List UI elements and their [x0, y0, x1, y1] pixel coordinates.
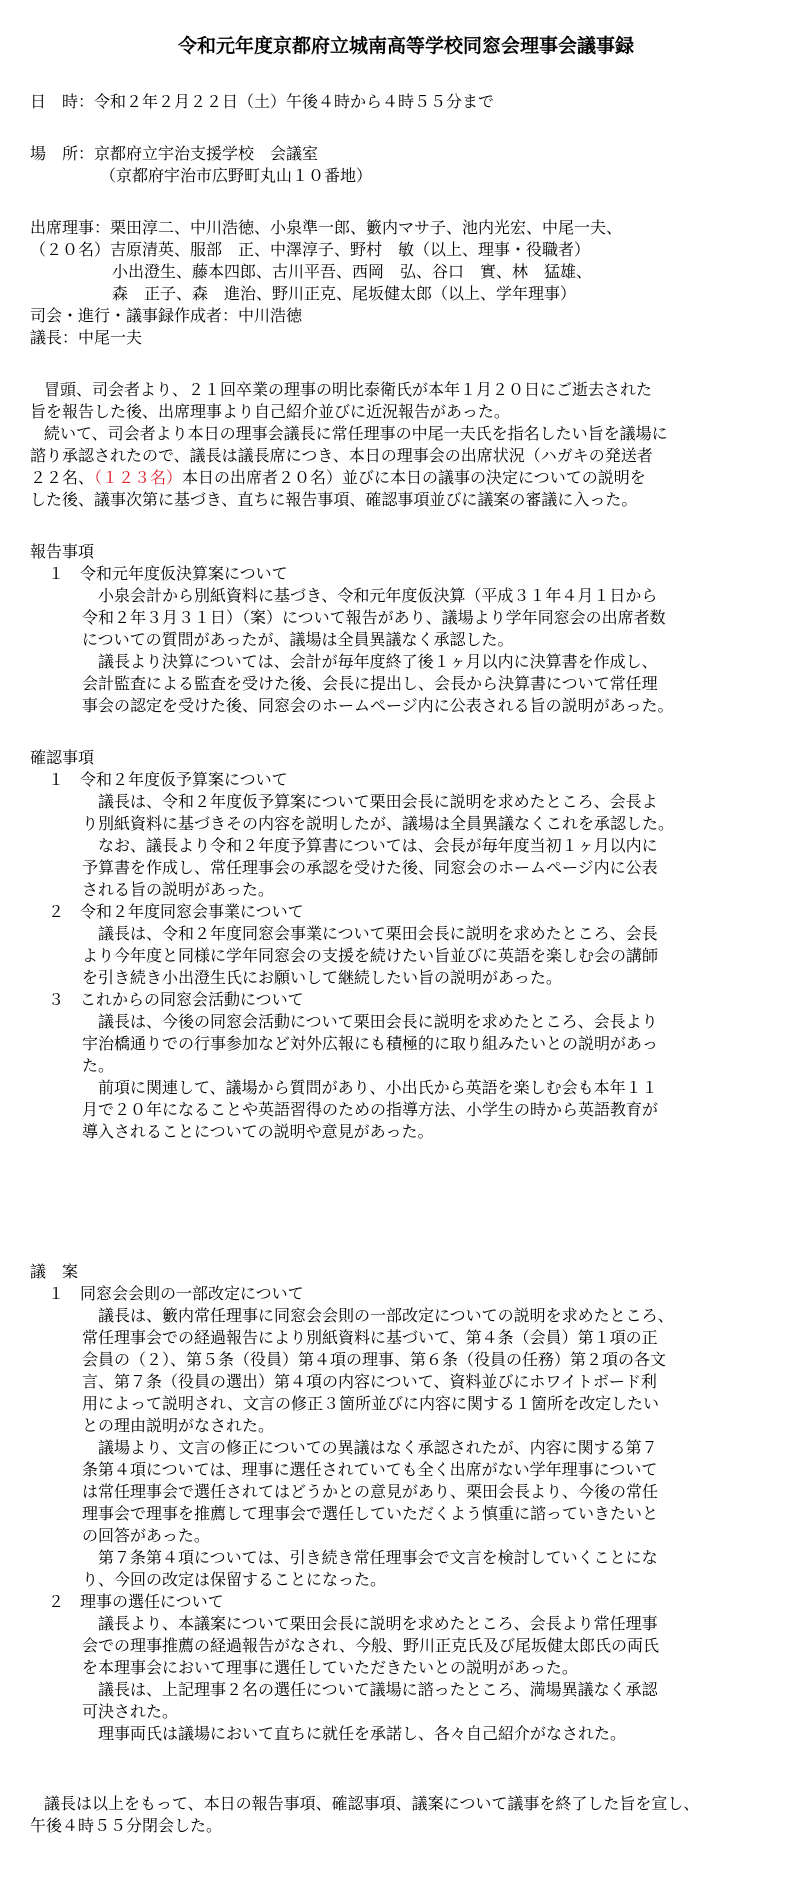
intro-line: 諮り承認されたので、議長は議長席につき、本日の理事会の出席状況（ハガキの発送者	[30, 446, 653, 465]
report-line: 議長より決算については、会計が毎年度終了後１ヶ月以内に決算書を作成し、	[98, 652, 658, 671]
confirmation-line: される旨の説明があった。	[82, 880, 274, 899]
confirmation-line: より今年度と同様に学年同窓会の支援を続けたい旨並びに英語を楽しむ会の講師	[82, 946, 659, 965]
document-title: 令和元年度京都府立城南高等学校同窓会理事会議事録	[178, 35, 635, 57]
proposal-line: 条第４項については、理事に選任されていても全く出席がない学年理事について	[82, 1460, 658, 1479]
intro-line: 冒頭、司会者より、２１回卒業の理事の明比泰衛氏が本年１月２０日にご逝去された	[44, 380, 653, 399]
confirmation-line: を引き続き小出澄生氏にお願いして継続したい旨の説明があった。	[82, 968, 562, 987]
attendees-line: 小出澄生、藤本四郎、古川平吾、西岡 弘、谷口 實、林 猛雄、	[112, 262, 593, 281]
confirmation-line: 議長は、令和２年度同窓会事業について栗田会長に説明を求めたところ、会長	[98, 924, 658, 943]
proposal-line: 会での理事推薦の経過報告がなされ、今般、野川正克氏及び尾坂健太郎氏の両氏	[82, 1636, 659, 1655]
intro-line: 続いて、司会者より本日の理事会議長に常任理事の中尾一夫氏を指名したい旨を議場に	[44, 424, 668, 443]
report-line: 事会の認定を受けた後、同窓会のホームページ内に公表される旨の説明があった。	[82, 696, 674, 715]
proposal-line: 議長は、籔内常任理事に同窓会会則の一部改定についての説明を求めたところ、	[98, 1306, 674, 1325]
closing-line: 午後４時５５分閉会した。	[30, 1816, 223, 1835]
proposal-line: 議長より、本議案について栗田会長に説明を求めたところ、会長より常任理事	[98, 1614, 658, 1633]
meeting-address: （京都府宇治市広野町丸山１０番地）	[100, 166, 373, 185]
confirmation-line: た。	[82, 1056, 115, 1075]
meeting-date: 日 時：令和２年２月２２日（土）午後４時から４時５５分まで	[30, 92, 495, 111]
proposal-line: 理事会で理事を推薦して理事会で選任していただくよう慎重に諮っていきたいと	[82, 1504, 659, 1523]
proposal-item-title: １ 同窓会会則の一部改定について	[48, 1284, 304, 1303]
section-heading-confirmations: 確認事項	[30, 748, 95, 767]
section-heading-proposals: 議 案	[30, 1262, 79, 1281]
confirmation-line: 議長は、今後の同窓会活動について栗田会長に説明を求めたところ、会長より	[98, 1012, 658, 1031]
proposal-line: 常任理事会での経過報告により別紙資料に基づいて、第４条（会員）第１項の正	[82, 1328, 658, 1347]
intro-line: した後、議事次第に基づき、直ちに報告事項、確認事項並びに議案の審議に入った。	[30, 490, 638, 509]
section-heading-reports: 報告事項	[30, 542, 95, 561]
intro-text: 本日の出席者２０名）並びに本日の議事の決定についての説明を	[182, 468, 646, 487]
proposal-line: は常任理事会で選任されてはどうかとの意見があり、栗田会長より、今後の常任	[82, 1482, 659, 1501]
report-item-title: １ 令和元年度仮決算案について	[48, 564, 288, 583]
proposal-line: を本理事会において理事に選任していただきたいとの説明があった。	[82, 1658, 578, 1677]
confirmation-line: 議長は、令和２年度仮予算案について栗田会長に説明を求めたところ、会長よ	[98, 792, 658, 811]
confirmation-item-title: １ 令和２年度仮予算案について	[48, 770, 288, 789]
closing-line: 議長は以上をもって、本日の報告事項、確認事項、議案について議事を終了した旨を宣し、	[44, 1794, 700, 1813]
confirmation-item-title: ２ 令和２年度同窓会事業について	[48, 902, 304, 921]
report-line: 令和２年３月３１日）（案）について報告があり、議場より学年同窓会の出席者数	[82, 608, 666, 627]
report-line: 会計監査による監査を受けた後、会長に提出し、会長から決算書について常任理	[82, 674, 658, 693]
report-line: 小泉会計から別紙資料に基づき、令和元年度仮決算（平成３１年４月１日から	[98, 586, 658, 605]
proposal-line: 議場より、文言の修正についての異議はなく承認されたが、内容に関する第７	[98, 1438, 658, 1457]
confirmation-line: 前項に関連して、議場から質問があり、小出氏から英語を楽しむ会も本年１１	[98, 1078, 658, 1097]
confirmation-line: 宇治橋通りでの行事参加など対外広報にも積極的に取り組みたいとの説明があっ	[82, 1034, 658, 1053]
attendees-line: （２０名）吉原清英、服部 正、中澤淳子、野村 敏（以上、理事・役職者）	[30, 240, 591, 259]
intro-text: ２２名、	[30, 468, 95, 487]
proposal-line: 言、第７条（役員の選出）第４項の内容について、資料並びにホワイトボード利	[82, 1372, 657, 1391]
proposal-line: り、今回の改定は保留することになった。	[82, 1570, 387, 1589]
confirmation-line: り別紙資料に基づきその内容を説明したが、議場は全員異議なくこれを承認した。	[82, 814, 675, 833]
highlight-count: （１２３名）	[94, 468, 183, 487]
confirmation-line: なお、議長より令和２年度予算書については、会長が毎年度当初１ヶ月以内に	[98, 836, 658, 855]
attendees-line: 出席理事：栗田淳二、中川浩徳、小泉準一郎、籔内マサ子、池内光宏、中尾一夫、	[30, 218, 623, 237]
proposal-line: 用によって説明され、文言の修正３箇所並びに内容に関する１箇所を改定したい	[82, 1394, 659, 1413]
proposal-line: の回答があった。	[82, 1526, 210, 1545]
intro-line	[30, 468, 646, 488]
chair-line: 議長：中尾一夫	[30, 328, 143, 347]
proposal-line: 理事両氏は議場において直ちに就任を承諾し、各々自己紹介がなされた。	[98, 1724, 627, 1743]
confirmation-item-title: ３ これからの同窓会活動について	[48, 990, 304, 1009]
confirmation-line: 予算書を作成し、常任理事会の承認を受けた後、同窓会のホームページ内に公表	[82, 858, 658, 877]
meeting-place: 場 所：京都府立宇治支援学校 会議室	[30, 144, 319, 163]
proposal-item-title: ２ 理事の選任について	[48, 1592, 224, 1611]
proposal-line: 第７条第４項については、引き続き常任理事会で文言を検討していくことにな	[98, 1548, 658, 1567]
confirmation-line: 月で２０年になることや英語習得のための指導方法、小学生の時から英語教育が	[82, 1100, 659, 1119]
proposal-line: 可決された。	[82, 1702, 179, 1721]
proposal-line: 議長は、上記理事２名の選任について議場に諮ったところ、満場異議なく承認	[98, 1680, 658, 1699]
moderator-line: 司会・進行・議事録作成者：中川浩徳	[30, 306, 303, 325]
confirmation-line: 導入されることについての説明や意見があった。	[82, 1122, 434, 1141]
proposal-line: との理由説明がなされた。	[82, 1416, 275, 1435]
intro-line: 旨を報告した後、出席理事より自己紹介並びに近況報告があった。	[30, 402, 510, 421]
report-line: についての質問があったが、議場は全員異議なく承認した。	[82, 630, 514, 649]
attendees-line: 森 正子、森 進治、野川正克、尾坂健太郎（以上、学年理事）	[112, 284, 577, 303]
proposal-line: 会員の（２）、第５条（役員）第４項の理事、第６条（役員の任務）第２項の各文	[82, 1350, 667, 1369]
